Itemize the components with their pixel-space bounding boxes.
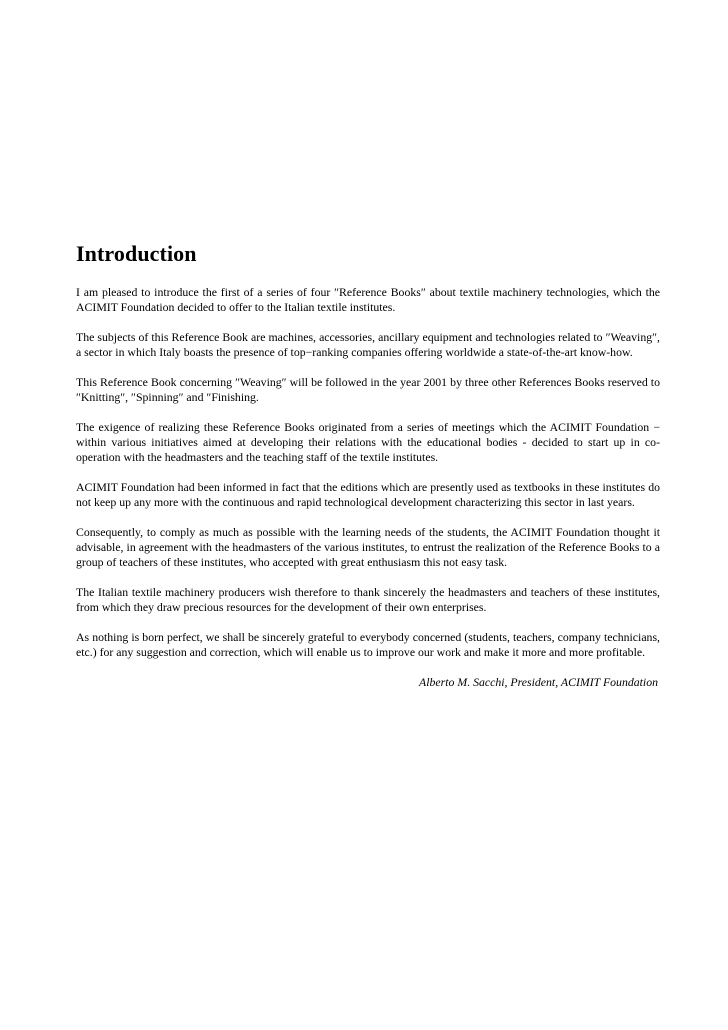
paragraph-5: ACIMIT Foundation had been informed in fact that the editions which are presently used as textbooks in these institutes do not keep up any more with the continuous and rapid technological development characterizing this sector in last years. [76, 480, 660, 509]
signature: Alberto M. Sacchi, President, ACIMIT Foundation [419, 675, 658, 689]
paragraph-3: This Reference Book concerning ″Weaving″ will be followed in the year 2001 by three other References Books reserved to ″Knitting″, ″Spinning″ and ″Finishing. [76, 375, 660, 404]
paragraph-1: I am pleased to introduce the first of a series of four ″Reference Books″ about textile machinery technologies, which the ACIMIT Foundation decided to offer to the Italian textile institutes. [76, 285, 660, 314]
page-title: Introduction [76, 241, 197, 266]
paragraph-6: Consequently, to comply as much as possible with the learning needs of the students, the ACIMIT Foundation thought it advisable, in agreement with the headmasters of the various institutes, to entrust the realization of the Reference Books to a group of teachers of these institutes, who accepted with great enthusiasm this not easy task. [76, 525, 660, 569]
paragraph-4: The exigence of realizing these Reference Books originated from a series of meetings which the ACIMIT Foundation − within various initiatives aimed at developing their relations with the educational bodies - decided to start up in co-operation with the headmasters and the teaching staff of the textile institutes. [76, 420, 660, 464]
paragraph-8: As nothing is born perfect, we shall be sincerely grateful to everybody concerned (students, teachers, company technicians, etc.) for any suggestion and correction, which will enable us to improve our work and make it more and more profitable. [76, 630, 660, 659]
paragraph-2: The subjects of this Reference Book are machines, accessories, ancillary equipment and technologies related to ″Weaving″, a sector in which Italy boasts the presence of top−ranking companies offering worldwide a state-of-the-art know-how. [76, 330, 660, 359]
document-page [76, 240, 660, 690]
paragraph-7: The Italian textile machinery producers wish therefore to thank sincerely the headmasters and teachers of these institutes, from which they draw precious resources for the development of their own enterprises. [76, 585, 660, 614]
